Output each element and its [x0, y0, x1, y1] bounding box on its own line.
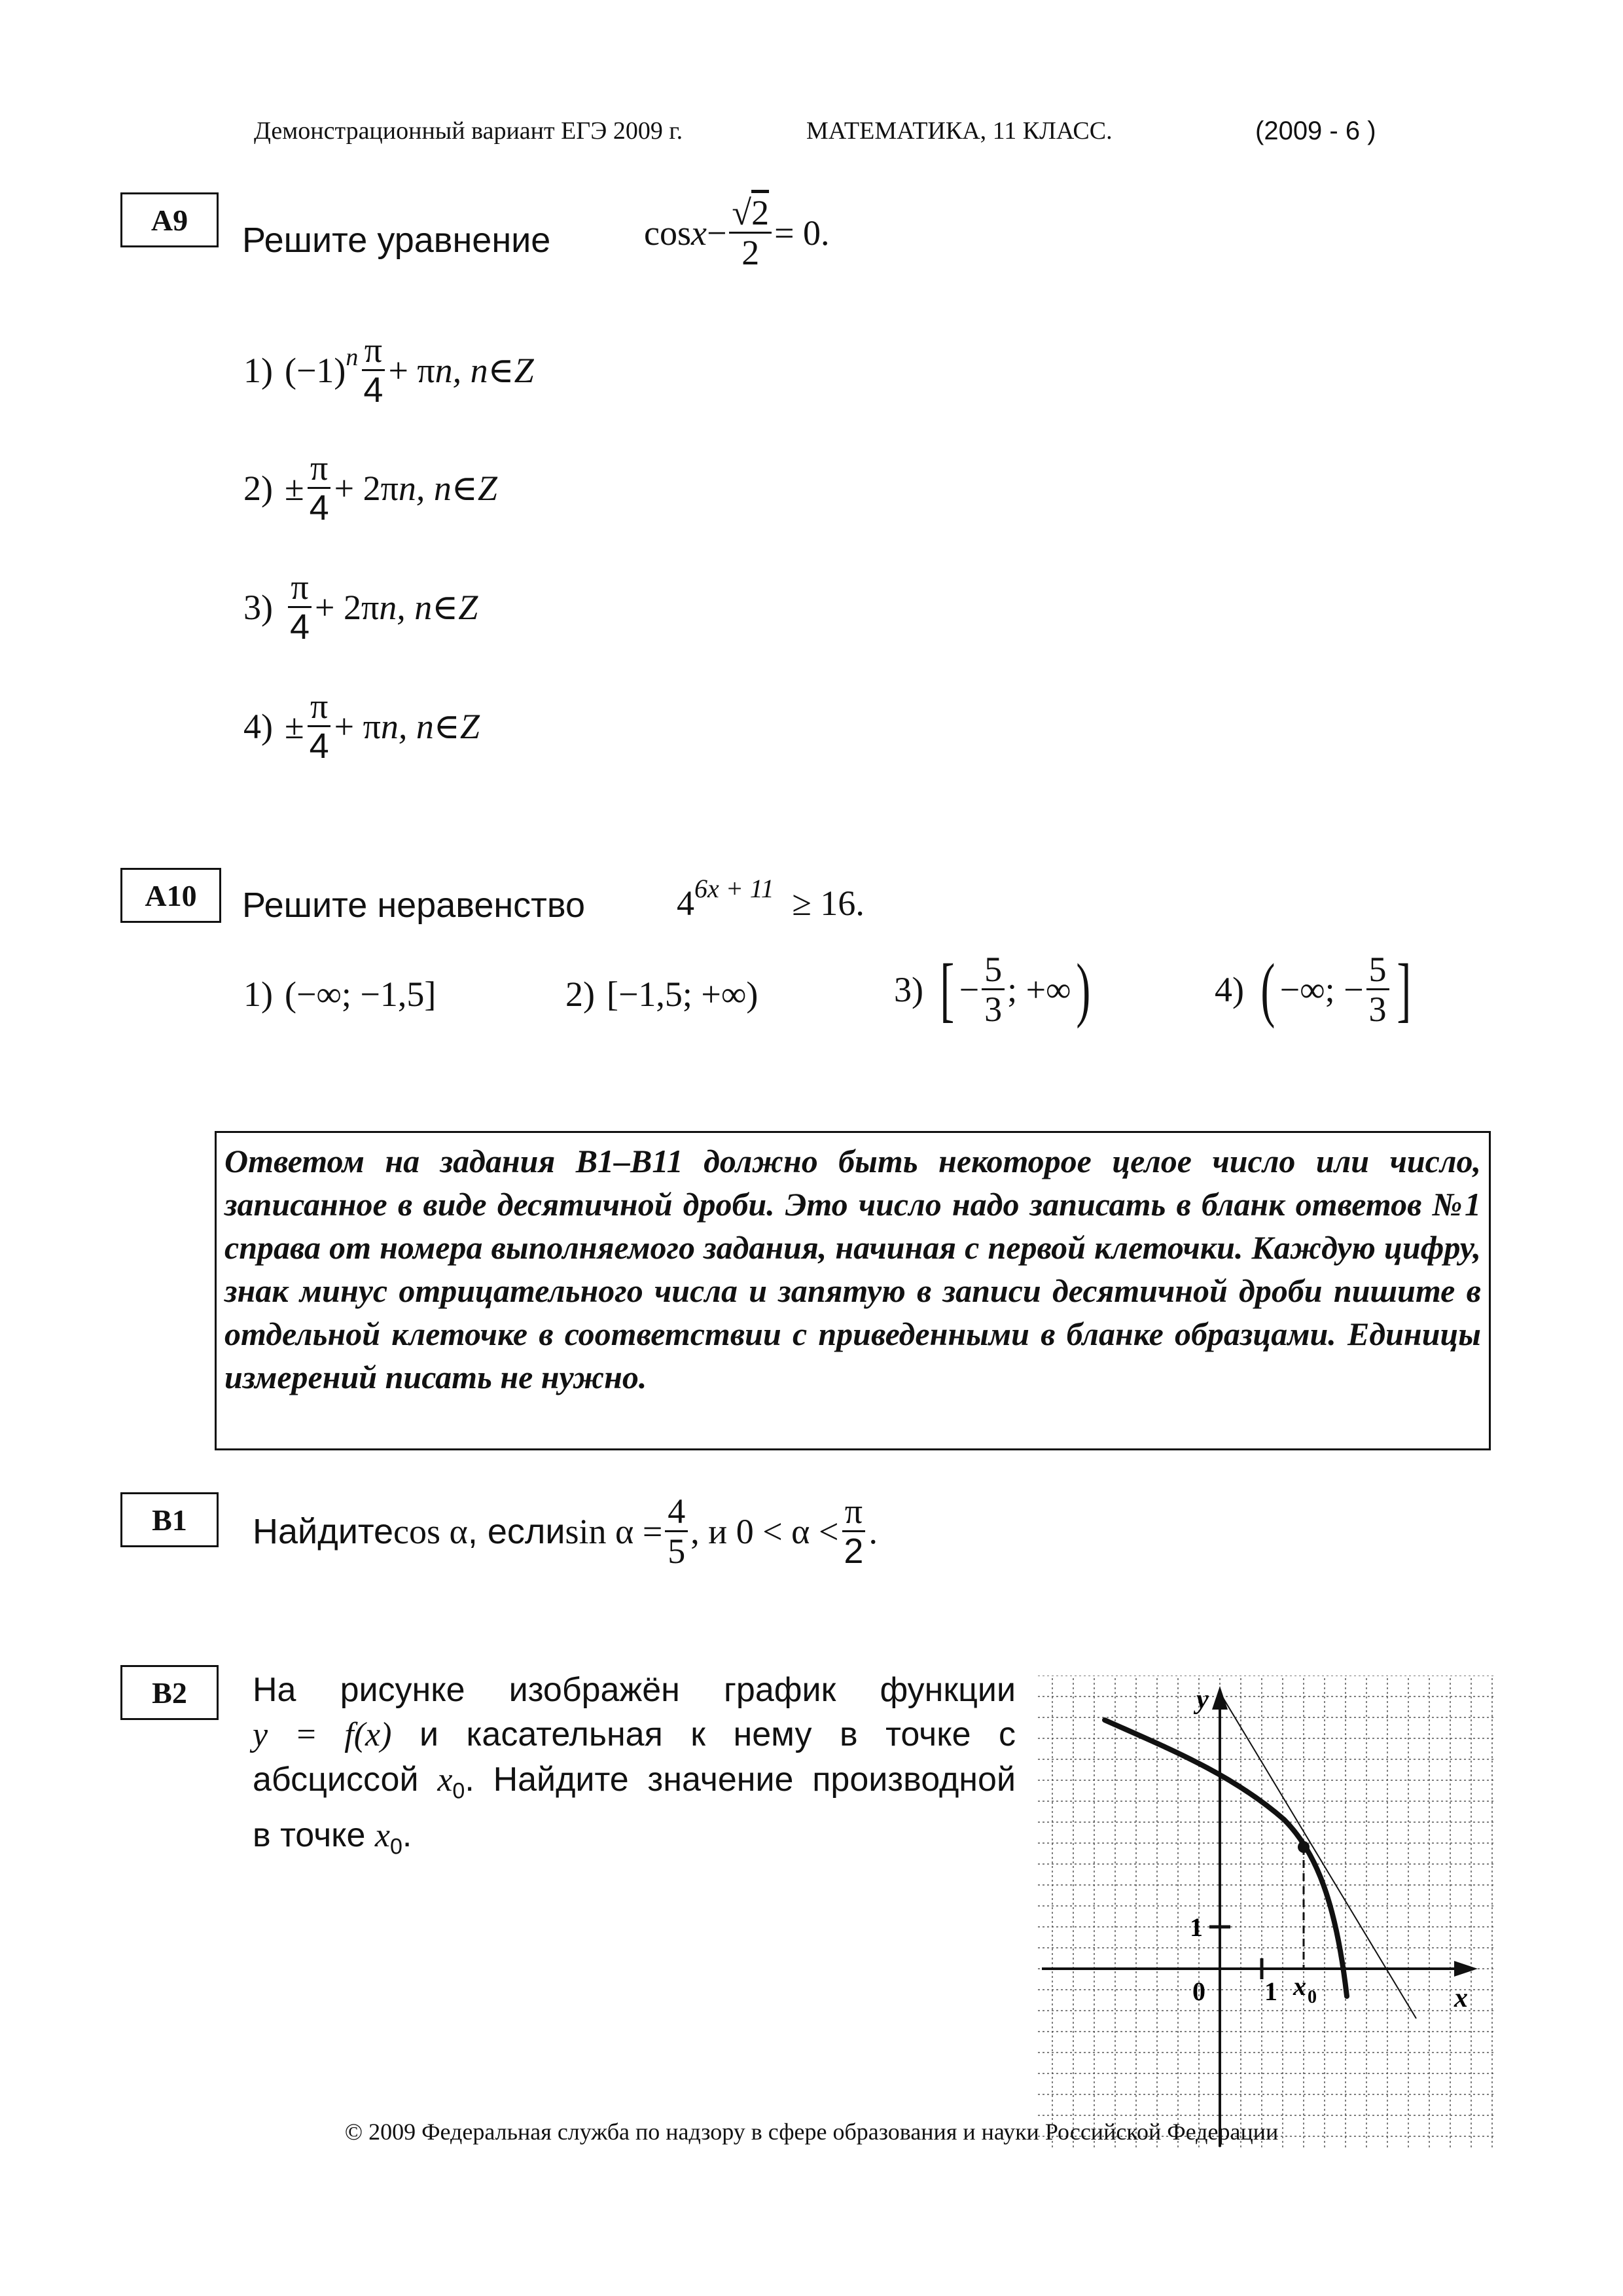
b1-question	[253, 1494, 878, 1569]
b2-line-3-text-b: . Найдите значение производной	[465, 1761, 1016, 1799]
answer-pre: ±	[284, 706, 304, 746]
answer-number: 1)	[243, 975, 273, 1014]
a9-answer-3[interactable]	[243, 569, 478, 645]
answer-left-bracket: (	[1260, 949, 1275, 1029]
b2-line-3-text-a: абсциссой	[253, 1761, 438, 1799]
b1-text-2: , если	[467, 1511, 565, 1551]
a9-answer-1[interactable]	[243, 332, 534, 408]
a10-inequality	[677, 874, 865, 924]
answer-right-bracket: )	[1075, 949, 1090, 1029]
answer-text: (−∞; −1,5]	[284, 975, 437, 1014]
y-axis-label: y	[1196, 1685, 1209, 1715]
answer-number: 4)	[1215, 969, 1244, 1009]
b2-graph	[1035, 1676, 1500, 2153]
answer-fraction	[1366, 952, 1389, 1027]
x-unit-label: 1	[1264, 1977, 1277, 2006]
answer-pre: (−1)	[284, 350, 346, 390]
answer-den: 4	[363, 370, 383, 410]
answer-set: , n∈Z	[397, 588, 478, 627]
answer-num: π	[308, 450, 330, 489]
answer-num: π	[288, 569, 311, 608]
y-axis-arrow-icon	[1212, 1686, 1228, 1710]
answer-fraction	[982, 952, 1005, 1027]
b1-sin: sin α =	[565, 1511, 663, 1551]
y-unit-label: 1	[1190, 1912, 1203, 1942]
answer-post: ; +∞	[1007, 969, 1071, 1009]
answer-den: 4	[289, 607, 310, 647]
header-left: Демонстрационный вариант ЕГЭ 2009 г.	[254, 117, 683, 145]
b1-text-4: .	[868, 1511, 878, 1551]
answer-post: + 2π	[334, 468, 399, 508]
graph-grid	[1038, 1676, 1496, 2149]
x-axis-label: x	[1454, 1983, 1468, 2013]
b1-fraction-2	[841, 1494, 866, 1569]
a10-tail: ≥ 16.	[792, 884, 865, 923]
answer-den: 4	[309, 726, 329, 766]
answer-post: + 2π	[315, 587, 380, 627]
answer-num: 5	[1366, 952, 1389, 990]
answer-var: n	[379, 587, 397, 627]
answer-post: + π	[388, 350, 435, 390]
b2-line-4-text-a: в точке	[253, 1816, 375, 1855]
b1-fraction-1	[665, 1494, 688, 1569]
b2-question	[253, 1668, 1016, 1869]
answer-num: 5	[982, 952, 1005, 990]
answer-pre: ±	[284, 468, 304, 508]
answer-fraction	[361, 332, 385, 408]
b2-line-4	[253, 1813, 1016, 1869]
answer-text: [−1,5; +∞)	[606, 975, 758, 1014]
answer-left-bracket: [	[940, 949, 955, 1029]
a9-answer-2[interactable]	[243, 450, 497, 526]
answer-sup: n	[346, 343, 359, 371]
tangency-point	[1298, 1841, 1310, 1853]
task-label-a9: А9	[120, 192, 219, 247]
answer-var: n	[380, 706, 399, 746]
b1-cos: cos α	[393, 1511, 468, 1551]
answer-number: 2)	[243, 468, 273, 508]
answer-number: 4)	[243, 706, 273, 746]
instructions-box: Ответом на задания В1–В11 должно быть некоторое целое число или число, записанное в виде десятичной дроби. Это число надо записать в бланк ответов №1 справа от номера выполняемого задания, начиная с первой клеточки. Каждую цифру, знак минус отрицательного числа и запятую в записи десятичной дроби пишите в отдельной клеточке в соответствии с приведенными в бланке образцами. Единицы измерений писать не нужно.	[215, 1131, 1491, 1450]
b1-den2: 2	[844, 1532, 864, 1571]
answer-pre: −	[959, 969, 980, 1009]
answer-den: 3	[1368, 990, 1387, 1029]
task-label-b1: В1	[120, 1492, 219, 1547]
origin-label: 0	[1192, 1977, 1205, 2006]
a9-eq-minus: −	[706, 213, 727, 253]
a9-eq-tail: = 0.	[774, 213, 830, 253]
b2-x0-var-2: x	[374, 1817, 390, 1855]
answer-var: n	[435, 350, 453, 390]
answer-right-bracket: ]	[1396, 949, 1411, 1029]
footer-copyright: © 2009 Федеральная служба по надзору в сфере образования и науки Российской Федерации	[344, 2119, 1279, 2145]
function-curve	[1105, 1720, 1347, 1996]
b1-num1: 4	[665, 1494, 688, 1532]
a10-base: 4	[677, 884, 694, 923]
answer-num: π	[362, 332, 385, 371]
answer-set: , n∈Z	[452, 351, 534, 390]
task-label-b2: В2	[120, 1665, 219, 1720]
answer-fraction	[307, 450, 332, 526]
a10-prompt: Решите неравенство	[242, 886, 586, 925]
a9-eq-x: x	[690, 213, 707, 253]
a9-answer-4[interactable]	[243, 689, 480, 764]
b2-x0-var: x	[437, 1761, 453, 1799]
answer-den: 4	[309, 488, 329, 528]
a10-answer-3[interactable]	[894, 948, 1095, 1031]
answer-var: n	[398, 468, 416, 508]
b2-line-4-text-b: .	[402, 1816, 412, 1855]
a9-eq-numerator	[729, 195, 772, 234]
answer-fraction	[287, 569, 312, 645]
b1-num2: π	[842, 1494, 865, 1532]
b2-line-2	[253, 1712, 1016, 1757]
answer-num: π	[308, 689, 330, 727]
header-center: МАТЕМАТИКА, 11 КЛАСС.	[806, 117, 1113, 145]
b2-line-1: На рисунке изображён график функции	[253, 1671, 1016, 1709]
a9-eq-fraction	[729, 195, 772, 270]
b2-function: y = f(x)	[253, 1716, 392, 1753]
answer-pre: −∞; −	[1279, 969, 1364, 1009]
a10-answer-4[interactable]	[1215, 948, 1416, 1031]
answer-fraction	[307, 689, 332, 764]
a9-eq-denominator: 2	[741, 233, 760, 272]
x0-subscript: 0	[1308, 1987, 1317, 2007]
x-axis-arrow-icon	[1454, 1961, 1478, 1977]
a9-equation	[644, 195, 830, 270]
answer-number: 1)	[243, 350, 273, 390]
answer-den: 3	[984, 990, 1003, 1029]
b1-text-3: , и 0 < α <	[690, 1511, 839, 1551]
a9-prompt: Решите уравнение	[242, 221, 551, 260]
b1-den1: 5	[668, 1532, 686, 1571]
x0-label: x	[1293, 1971, 1306, 2001]
answer-set: , n∈Z	[398, 707, 480, 746]
answer-post: + π	[334, 706, 381, 746]
header-right: (2009 - 6 )	[1255, 117, 1376, 145]
b2-x0-sub: 0	[452, 1778, 465, 1804]
answer-number: 3)	[243, 587, 273, 627]
task-label-a10: А10	[120, 868, 221, 923]
a10-answer-2[interactable]	[565, 974, 758, 1014]
sqrt-sign: √	[732, 193, 752, 232]
b2-line-3	[253, 1757, 1016, 1813]
answer-number: 3)	[894, 969, 923, 1009]
b2-x0-sub-2: 0	[389, 1834, 402, 1859]
answer-number: 2)	[565, 975, 595, 1014]
answer-set: , n∈Z	[416, 469, 497, 508]
sqrt-arg: 2	[751, 193, 770, 232]
a9-eq-cos: cos	[644, 213, 691, 253]
b1-text-1: Найдите	[253, 1511, 394, 1551]
a10-exponent: 6x + 11	[694, 874, 774, 903]
a10-answer-1[interactable]	[243, 974, 436, 1014]
b2-line-2-text: и касательная к нему в точке с	[391, 1715, 1016, 1753]
